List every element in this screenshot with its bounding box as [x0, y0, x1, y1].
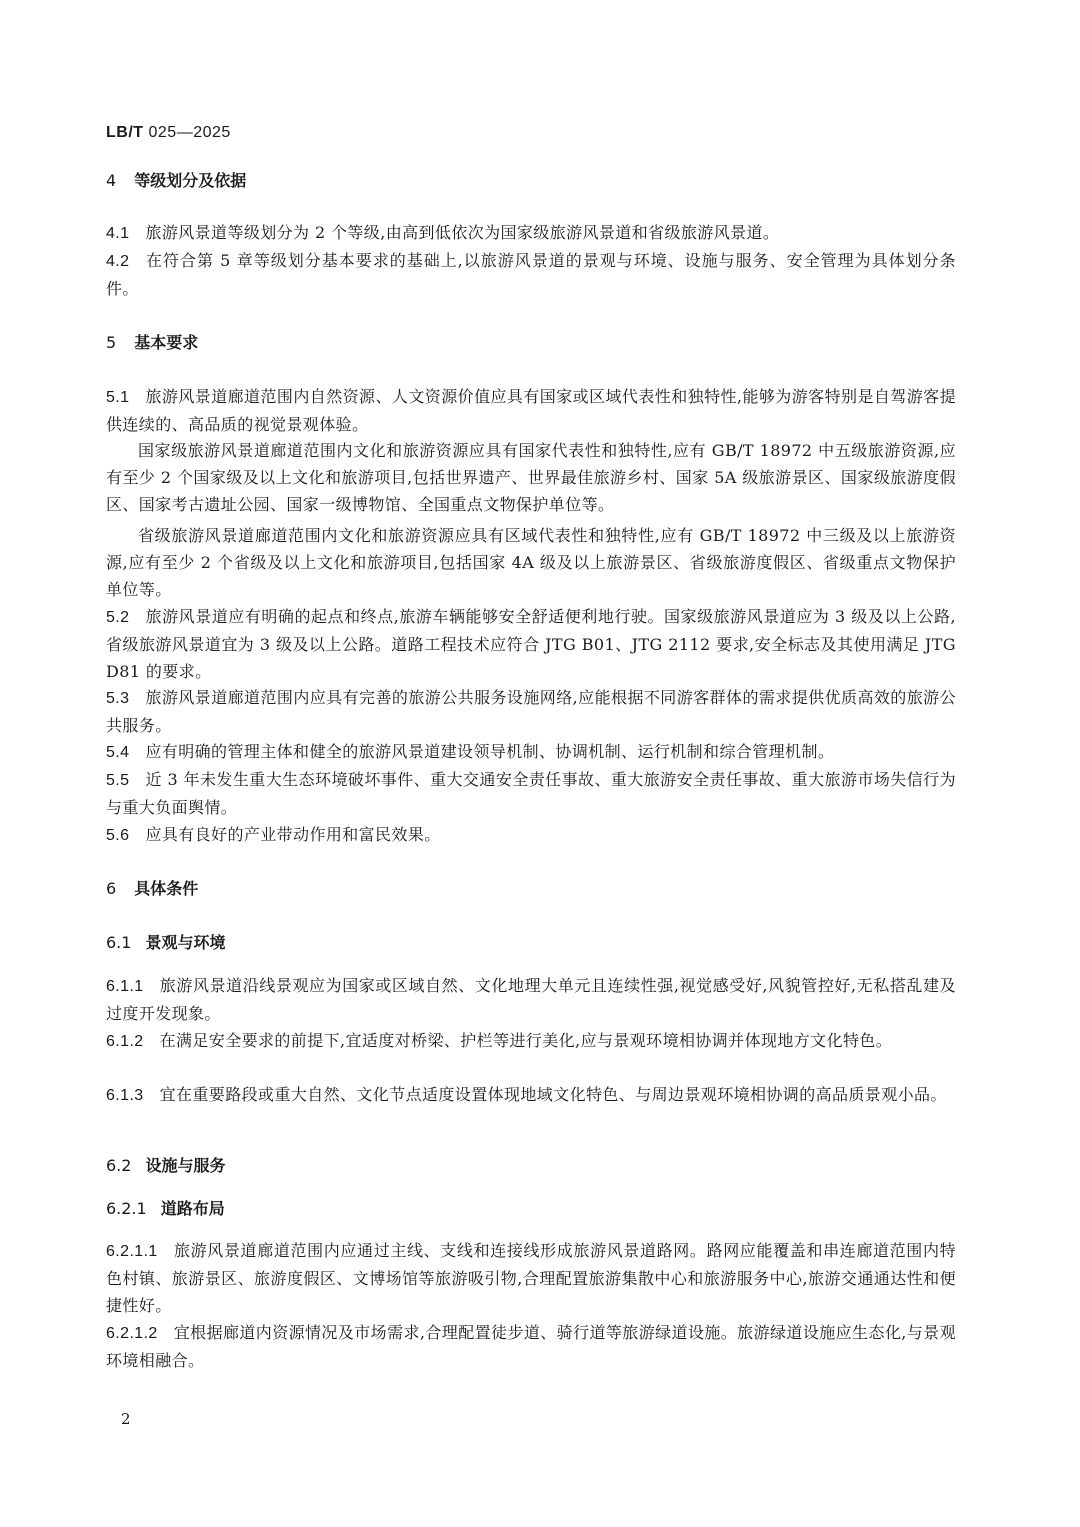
section-6-2-1-heading: 6.2.1 道路布局 — [106, 1199, 225, 1218]
clause-5-6: 5.6 应具有良好的产业带动作用和富民效果。 — [106, 825, 441, 844]
section-6-heading: 6 具体条件 — [106, 879, 199, 898]
clause-4-2: 4.2 在符合第 5 章等级划分基本要求的基础上,以旅游风景道的景观与环境、设施与服务、安全管理为具体划分条件。 — [106, 251, 956, 298]
section-5-heading: 5 基本要求 — [106, 333, 199, 352]
document-code-number: 025—2025 — [148, 124, 231, 141]
clause-4-1: 4.1 旅游风景道等级划分为 2 个等级,由高到低依次为国家级旅游风景道和省级旅游风景道。 — [106, 223, 780, 242]
clause-5-1-provincial: 省级旅游风景道廊道范围内文化和旅游资源应具有区域代表性和独特性,应有 GB/T 18972 中三级及以上旅游资源,应有至少 2 个省级及以上文化和旅游项目,包括国家 4A 级及以上旅游景区、省级旅游度假区、省级重点文物保护单位等。 — [106, 526, 956, 599]
clause-5-1: 5.1 旅游风景道廊道范围内自然资源、人文资源价值应具有国家或区域代表性和独特性,能够为游客特别是自驾游客提供连续的、高品质的视觉景观体验。 — [106, 387, 956, 434]
page-number: 2 — [121, 1410, 131, 1428]
clause-6-1-1: 6.1.1 旅游风景道沿线景观应为国家或区域自然、文化地理大单元且连续性强,视觉感受好,风貌管控好,无私搭乱建及过度开发现象。 — [106, 976, 956, 1023]
clause-5-5: 5.5 近 3 年未发生重大生态环境破坏事件、重大交通安全责任事故、重大旅游安全责任事故、重大旅游市场失信行为与重大负面舆情。 — [106, 770, 956, 817]
document-code-prefix: LB/T — [106, 124, 144, 141]
section-4-heading: 4 等级划分及依据 — [106, 171, 247, 190]
section-6-1-heading: 6.1 景观与环境 — [106, 933, 226, 952]
clause-6-1-3: 6.1.3 宜在重要路段或重大自然、文化节点适度设置体现地域文化特色、与周边景观环境相协调的高品质景观小品。 — [106, 1085, 947, 1104]
clause-5-2: 5.2 旅游风景道应有明确的起点和终点,旅游车辆能够安全舒适便利地行驶。国家级旅游风景道应为 3 级及以上公路,省级旅游风景道宜为 3 级及以上公路。道路工程技术应符合 JTG B01、JTG 2112 要求,安全标志及其使用满足 JTG D81 的要求。 — [106, 607, 956, 681]
document-code — [106, 124, 231, 142]
clause-5-3: 5.3 旅游风景道廊道范围内应具有完善的旅游公共服务设施网络,应能根据不同游客群体的需求提供优质高效的旅游公共服务。 — [106, 688, 956, 735]
clause-5-1-national: 国家级旅游风景道廊道范围内文化和旅游资源应具有国家代表性和独特性,应有 GB/T 18972 中五级旅游资源,应有至少 2 个国家级及以上文化和旅游项目,包括世界遗产、世界最佳旅游乡村、国家 5A 级旅游景区、国家级旅游度假区、国家考古遗址公园、国家一级博物馆、全国重点文物保护单位等。 — [106, 441, 956, 514]
section-6-2-heading: 6.2 设施与服务 — [106, 1156, 226, 1175]
clause-6-2-1-1: 6.2.1.1 旅游风景道廊道范围内应通过主线、支线和连接线形成旅游风景道路网。路网应能覆盖和串连廊道范围内特色村镇、旅游景区、旅游度假区、文博场馆等旅游吸引物,合理配置旅游集散中心和旅游服务中心,旅游交通通达性和便捷性好。 — [106, 1241, 956, 1315]
clause-5-4: 5.4 应有明确的管理主体和健全的旅游风景道建设领导机制、协调机制、运行机制和综合管理机制。 — [106, 742, 835, 761]
clause-6-2-1-2: 6.2.1.2 宜根据廊道内资源情况及市场需求,合理配置徒步道、骑行道等旅游绿道设施。旅游绿道设施应生态化,与景观环境相融合。 — [106, 1323, 956, 1370]
clause-6-1-2: 6.1.2 在满足安全要求的前提下,宜适度对桥梁、护栏等进行美化,应与景观环境相协调并体现地方文化特色。 — [106, 1031, 893, 1050]
